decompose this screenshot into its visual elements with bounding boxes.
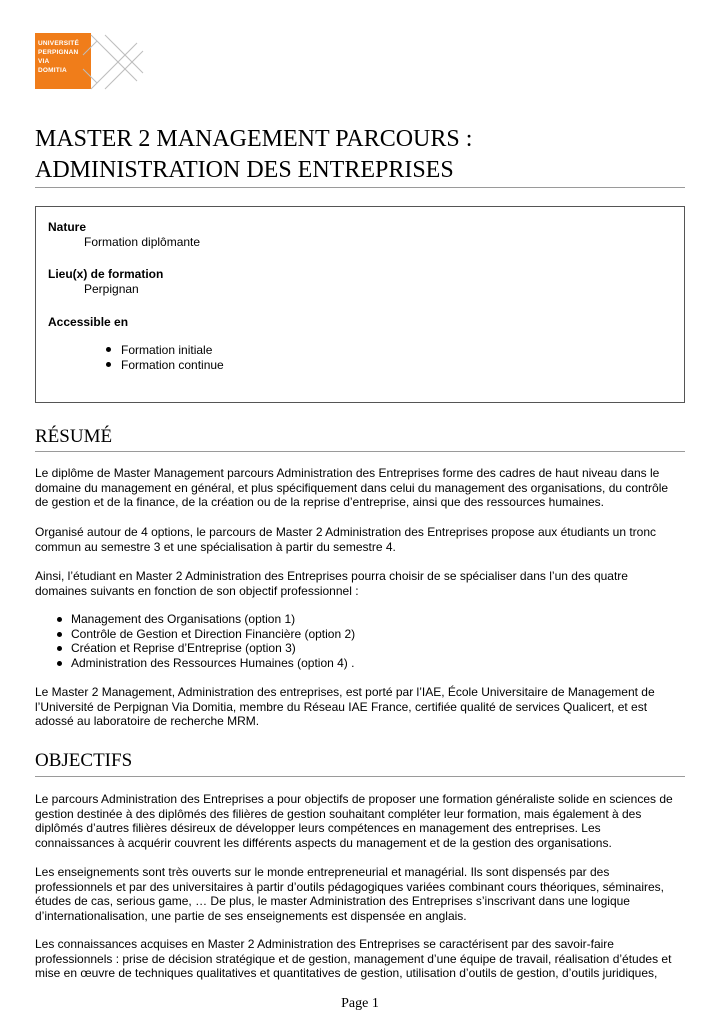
- text-line: mise en œuvre de techniques qualitatives et quantitatives de gestion, utilisation d’outils de gestion, d’outils juridiques,: [35, 966, 658, 981]
- option-item: Administration des Ressources Humaines (option 4) .: [71, 656, 355, 670]
- lieu-label: Lieu(x) de formation: [48, 267, 164, 281]
- text-line: adossé au laboratoire de recherche MRM.: [35, 714, 260, 729]
- resume-paragraph-4: [35, 685, 695, 729]
- resume-divider: [35, 451, 685, 452]
- resume-paragraph-1: [35, 466, 695, 510]
- title-line-2: ADMINISTRATION DES ENTREPRISES: [35, 157, 454, 183]
- nature-value: Formation diplômante: [84, 235, 201, 249]
- title-line-1: MASTER 2 MANAGEMENT PARCOURS :: [35, 126, 473, 152]
- logo-line: UNIVERSITÉ: [38, 40, 80, 47]
- bullet-icon: [106, 347, 111, 352]
- text-line: de gestion et de la finance, de la création ou de la reprise d’entreprise, ainsi que des ressources humaines.: [35, 495, 605, 510]
- logo-lattice-icon: [75, 33, 145, 93]
- university-logo: [35, 33, 145, 93]
- resume-heading: RÉSUMÉ: [35, 426, 113, 447]
- resume-paragraph-2: [35, 525, 695, 554]
- text-line: Le Master 2 Management, Administration des entreprises, est porté par l’IAE, École Universitaire de Management de: [35, 685, 655, 699]
- objectifs-paragraph-2: [35, 865, 695, 923]
- text-line: Les connaissances acquises en Master 2 Administration des Entreprises se caractérisent par des savoir-faire: [35, 937, 614, 951]
- bullet-icon: [57, 617, 62, 622]
- page-title: [35, 124, 685, 186]
- option-item: Management des Organisations (option 1): [71, 612, 296, 626]
- text-line: professionnels et par des universitaires à partir d’outils pédagogiques variées combinant cours théoriques, séminaires,: [35, 879, 665, 894]
- option-item: Contrôle de Gestion et Direction Financière (option 2): [71, 627, 356, 641]
- text-line: professionnels : prise de décision stratégique et de gestion, management d’une équipe de travail, réalisation d’études et: [35, 951, 672, 966]
- objectifs-paragraph-1: [35, 792, 695, 850]
- accessible-label: Accessible en: [48, 315, 129, 329]
- objectifs-divider: [35, 776, 685, 777]
- logo-line: VIA: [38, 58, 50, 65]
- text-line: gestion destinée à des diplômés des filières de gestion souhaitant compléter leur formation, mais également à des: [35, 806, 642, 821]
- text-line: connaissances à acquérir couvrent les différents aspects du management et de la gestion des organisations.: [35, 835, 612, 850]
- text-line: l’Université de Perpignan Via Domitia, membre du Réseau IAE France, certifiée qualité de services Qualicert, et est: [35, 699, 648, 714]
- page-number: Page 1: [341, 996, 379, 1011]
- text-line: diplômés d’autres filières désireux de développer leurs compétences en management des entreprises. Les: [35, 821, 601, 836]
- bullet-icon: [57, 646, 62, 651]
- title-divider: [35, 187, 685, 188]
- text-line: commun au semestre 3 et une spécialisation à partir du semestre 4.: [35, 539, 396, 554]
- text-line: Organisé autour de 4 options, le parcours de Master 2 Administration des Entreprises propose aux étudiants un tronc: [35, 525, 657, 539]
- bullet-icon: [106, 362, 111, 367]
- lieu-value: Perpignan: [84, 282, 139, 296]
- text-line: Les enseignements sont très ouverts sur le monde entrepreneurial et managérial. Ils sont dispensés par des: [35, 865, 610, 879]
- accessible-item: Formation initiale: [121, 343, 213, 357]
- nature-label: Nature: [48, 220, 87, 234]
- text-line: domaine du management en général, et plus spécifiquement dans celui du management des organisations, du contrôle: [35, 480, 669, 495]
- text-line: domaines suivants en fonction de son objectif professionnel :: [35, 583, 359, 598]
- text-line: Ainsi, l’étudiant en Master 2 Administration des Entreprises pourra choisir de se spécialiser dans l’un des quatre: [35, 569, 628, 583]
- bullet-icon: [57, 661, 62, 666]
- option-item: Création et Reprise d’Entreprise (option 3): [71, 641, 296, 655]
- logo-line: DOMITIA: [38, 67, 67, 74]
- text-line: Le parcours Administration des Entreprises a pour objectifs de proposer une formation généraliste solide en sciences de: [35, 792, 673, 806]
- accessible-item: Formation continue: [121, 358, 224, 372]
- bullet-icon: [57, 632, 62, 637]
- resume-paragraph-3: [35, 569, 695, 598]
- text-line: d’internationalisation, une partie de ses enseignements est dispensée en anglais.: [35, 908, 467, 923]
- info-box: [35, 206, 685, 403]
- text-line: Le diplôme de Master Management parcours Administration des Entreprises forme des cadres de haut niveau dans le: [35, 466, 660, 480]
- text-line: études de cas, serious game, … De plus, le master Administration des Entreprises s’inscrivant dans une logique: [35, 894, 630, 909]
- objectifs-heading: OBJECTIFS: [35, 750, 133, 771]
- objectifs-paragraph-3: [35, 937, 695, 981]
- logo-line: PERPIGNAN: [38, 49, 79, 56]
